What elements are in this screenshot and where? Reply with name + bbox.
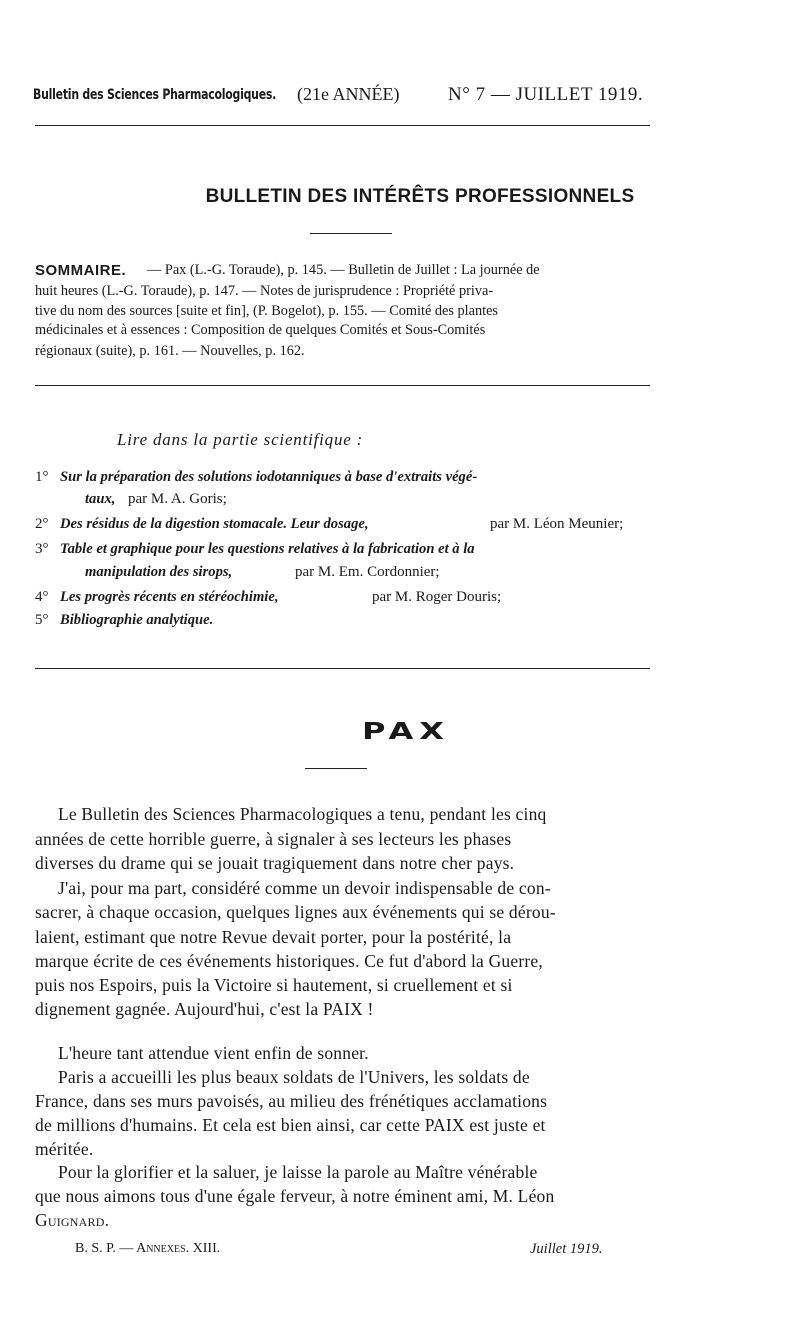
article-line: Pour la glorifier et la saluer, je laisse la parole au Maître vénérable — [58, 1162, 538, 1182]
sommaire-line: régionaux (suite), p. 161. — Nouvelles, p. 162. — [35, 343, 305, 359]
article-line: puis nos Espoirs, puis la Victoire si hautement, si cruellement et si — [35, 975, 513, 995]
article-line: Guignard. — [35, 1210, 110, 1230]
article-line: L'heure tant attendue vient enfin de sonner. — [58, 1043, 369, 1063]
item-title: Des résidus de la digestion stomacale. Leur dosage, — [60, 516, 369, 532]
sommaire-line: médicinales et à essences : Composition de quelques Comités et Sous-Comités — [35, 322, 486, 338]
item-title: Table et graphique pour les questions relatives à la fabrication et à la — [60, 541, 475, 557]
article-line: Le Bulletin des Sciences Pharmacologiques a tenu, pendant les cinq — [58, 804, 547, 824]
item-author: par M. A. Goris; — [128, 491, 227, 507]
item-number: 2° — [35, 516, 49, 532]
article-line: diverses du drame qui se jouait tragiquement dans notre cher pays. — [35, 853, 515, 873]
sommaire-rule — [35, 385, 650, 386]
article-title-underline — [305, 768, 367, 769]
article-title: PAX — [362, 717, 450, 745]
article-line: J'ai, pour ma part, considéré comme un devoir indispensable de con- — [58, 878, 551, 898]
item-author: par M. Em. Cordonnier; — [295, 564, 440, 580]
footer-right: Juillet 1919. — [530, 1241, 603, 1257]
year-label: (21e ANNÉE) — [297, 84, 400, 104]
article-line: sacrer, à chaque occasion, quelques lignes aux événements qui se dérou- — [35, 902, 556, 922]
sommaire-label: SOMMAIRE. — [35, 262, 127, 279]
article-line: de millions d'humains. Et cela est bien ainsi, car cette PAIX est juste et — [35, 1115, 546, 1135]
lire-heading: Lire dans la partie scientifique : — [117, 430, 364, 449]
sommaire-line: — Pax (L.-G. Toraude), p. 145. — Bulletin de Juillet : La journée de — [147, 262, 540, 278]
item-number: 1° — [35, 469, 49, 485]
item-title-cont: manipulation des sirops, — [85, 564, 233, 580]
item-author: par M. Léon Meunier; — [490, 516, 624, 532]
item-number: 3° — [35, 541, 49, 557]
running-header — [0, 84, 800, 114]
footer-left: B. S. P. — Annexes. XIII. — [75, 1241, 221, 1256]
issue-number: N° 7 — JUILLET 1919. — [448, 84, 644, 105]
article-line: années de cette horrible guerre, à signaler à ses lecteurs les phases — [35, 829, 512, 849]
article-line: France, dans ses murs pavoisés, au milieu des frénétiques acclamations — [35, 1091, 548, 1111]
journal-name: Bulletin des Sciences Pharmacologiques. — [33, 87, 277, 103]
item-title: Sur la préparation des solutions iodotanniques à base d'extraits végé- — [60, 469, 478, 485]
article-line: marque écrite de ces événements historiques. Ce fut d'abord la Guerre, — [35, 951, 543, 971]
title-underline — [310, 233, 392, 234]
item-title: Bibliographie analytique. — [60, 612, 214, 628]
item-number: 5° — [35, 612, 49, 628]
sommaire-line: tive du nom des sources [suite et fin], (P. Bogelot), p. 155. — Comité des plantes — [35, 303, 498, 319]
sommaire-line: huit heures (L.-G. Toraude), p. 147. — Notes de jurisprudence : Propriété priva- — [35, 283, 494, 299]
item-title-cont: taux, — [85, 491, 116, 507]
item-author: par M. Roger Douris; — [372, 589, 502, 605]
header-rule — [35, 125, 650, 126]
article-line: que nous aimons tous d'une égale ferveur, à notre éminent ami, M. Léon — [35, 1186, 555, 1206]
article-line: laient, estimant que notre Revue devait porter, pour la postérité, la — [35, 927, 512, 947]
article-line: dignement gagnée. Aujourd'hui, c'est la PAIX ! — [35, 999, 374, 1019]
item-title: Les progrès récents en stéréochimie, — [60, 589, 279, 605]
lire-rule — [35, 668, 650, 669]
section-title: BULLETIN DES INTÉRÊTS PROFESSIONNELS — [205, 186, 635, 207]
article-line: Paris a accueilli les plus beaux soldats de l'Univers, les soldats de — [58, 1067, 530, 1087]
item-number: 4° — [35, 589, 49, 605]
article-line: méritée. — [35, 1139, 94, 1159]
